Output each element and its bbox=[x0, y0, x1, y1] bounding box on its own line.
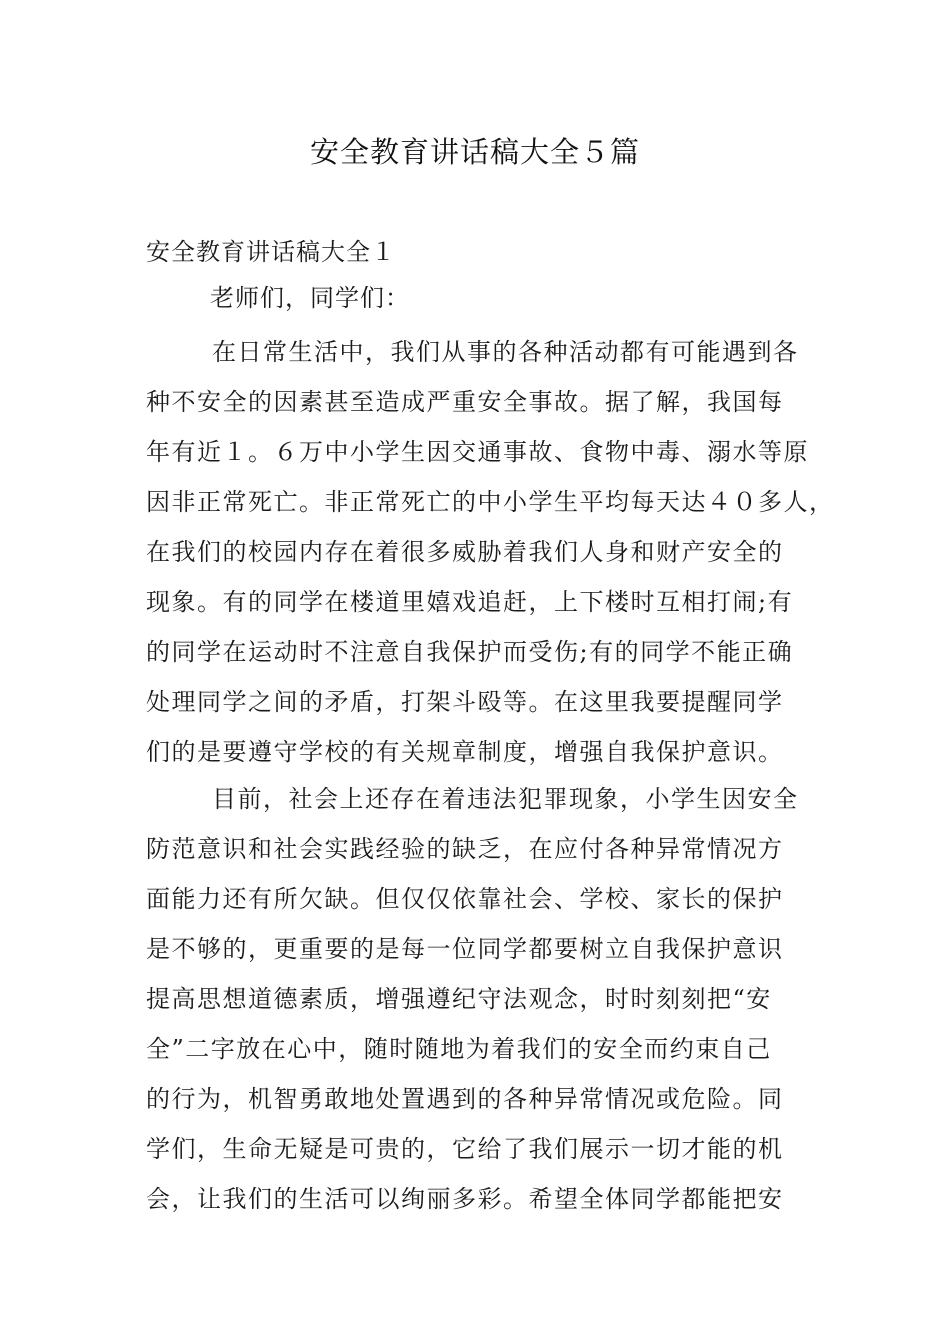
paragraph-line: 的行为，机智勇敢地处置遇到的各种异常情况或危险。同 bbox=[146, 1085, 784, 1113]
paragraph-line: 种不安全的因素甚至造成严重安全事故。据了解，我国每 bbox=[146, 388, 784, 416]
paragraph-line: 在日常生活中，我们从事的各种活动都有可能遇到各 bbox=[212, 338, 799, 366]
paragraph-line: 目前，社会上还存在着违法犯罪现象，小学生因安全 bbox=[212, 785, 799, 813]
paragraph-line: 学们，生命无疑是可贵的，它给了我们展示一切才能的机 bbox=[146, 1135, 784, 1163]
paragraph-2 bbox=[146, 774, 810, 1224]
paragraph-line: 年有近１。６万中小学生因交通事故、食物中毒、溺水等原 bbox=[146, 438, 809, 466]
section-heading: 安全教育讲话稿大全１ bbox=[146, 238, 396, 266]
paragraph-line: 处理同学之间的矛盾，打架斗殴等。在这里我要提醒同学 bbox=[146, 688, 784, 716]
paragraph-line: 现象。有的同学在楼道里嬉戏追赶，上下楼时互相打闹;有 bbox=[146, 588, 794, 616]
paragraph-line: 会，让我们的生活可以绚丽多彩。希望全体同学都能把安 bbox=[146, 1185, 784, 1213]
paragraph-line: 防范意识和社会实践经验的缺乏，在应付各种异常情况方 bbox=[146, 835, 784, 863]
paragraph-line: 面能力还有所欠缺。但仅仅依靠社会、学校、家长的保护 bbox=[146, 885, 784, 913]
paragraph-line: 全”二字放在心中，随时随地为着我们的安全而约束自己 bbox=[146, 1035, 772, 1063]
document-title: 安全教育讲话稿大全５篇 bbox=[309, 135, 640, 169]
paragraph-line: 在我们的校园内存在着很多威胁着我们人身和财产安全的 bbox=[146, 538, 784, 566]
salutation: 老师们，同学们： bbox=[210, 284, 410, 312]
paragraph-line: 们的是要遵守学校的有关规章制度，增强自我保护意识。 bbox=[146, 738, 784, 766]
paragraph-1 bbox=[146, 327, 835, 777]
paragraph-line: 提高思想道德素质，增强遵纪守法观念，时时刻刻把“安 bbox=[146, 985, 772, 1013]
paragraph-line: 因非正常死亡。非正常死亡的中小学生平均每天达４０多人， bbox=[146, 488, 835, 516]
paragraph-line: 是不够的，更重要的是每一位同学都要树立自我保护意识 bbox=[146, 935, 784, 963]
paragraph-line: 的同学在运动时不注意自我保护而受伤;有的同学不能正确 bbox=[146, 638, 794, 666]
